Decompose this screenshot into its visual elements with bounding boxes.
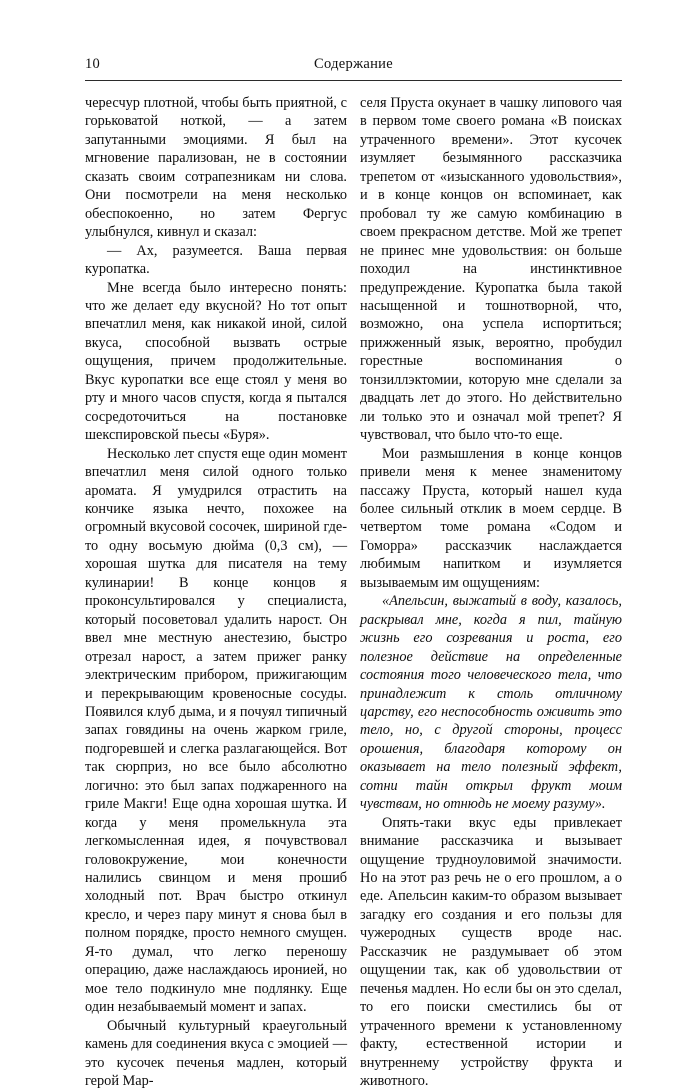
column-right [360,94,622,1090]
paragraph-body: Мне всегда было интересно понять: что же делает еду вкусной? Но тот опыт впечатлил меня, как никакой иной, силой вкуса, способной вызвать острые ощущения, причем продолжительные. Вкус куропатки все еще стоял у меня во рту и много часов спустя, когда я пытался сосредоточиться на постановке шекспировской пьесы «Буря». [85,279,347,444]
text-body [85,94,622,1090]
paragraph-body: Несколько лет спустя еще один момент впечатлил меня силой одного только аромата. Я умудрился отрастить на кончике языка нечто, похожее на огромный вкусовой сосочек, шириной где-то одну восьмую дюйма (0,3 см), — хорошая шутка для писателя на тему кулинарии! В конце концов я проконсультировался у специалиста, который посоветовал удалить нарост. Он ввел мне местную анестезию, быстро отрезал нарост, а затем прижег ранку электрическим прибором, прижигающим и перекрывающим кровеносные сосуды. Появился клуб дыма, и я почуял типичный запах говядины на очень жарком гриле, подгоревшей и слегка разлагающейся. Вот так сюрприз, но все было абсолютно логично: это был запах поджаренного на гриле Макги! Еще одна хорошая шутка. И когда у меня промелькнула эта легкомысленная идея, я почувствовал головокружение, мои конечности налились свинцом и меня прошиб холодный пот. Врач быстро откинул кресло, и через пару минут я снова был в полном порядке, просто немного смущен. Я-то думал, что легко переношу операцию, даже наслаждаюсь иронией, но мое тело подкинуло мне подлянку. Еще один незабываемый момент и запах. [85,445,347,1016]
paragraph-body-continued: селя Пруста окунает в чашку липового чая в первом томе своего романа «В поисках утраченного времени». Этот кусочек изумляет безымянного рассказчика трепетом от «изысканного удовольствия», и в конце концов он вспоминает, как пробовал ту же самую комбинацию в своем прекрасном детстве. Мой же трепет не принес мне удовольствия: он больше походил на инстинктивное предупреждение. Куропатка была такой насыщенной и тошнотворной, что, возможно, она успела испортиться; прижженный язык, вероятно, пробудил горестные воспоминания о тонзиллэктомии, которую мне сделали за двадцать лет до этого. Но действительно ли только это и означал мой трепет? Я чувствовал, что было что-то еще. [360,95,622,444]
paragraph-body-continued: чересчур плотной, чтобы быть приятной, с горьковатой ноткой, — а затем запутанными эмоциями. Я был на мгновение парализован, не в состоянии сказать своим сотрапезникам ни слова. Они посмотрели на меня несколько обеспокоенно, но затем Фергус улыбнулся, кивнул и сказал: [85,95,347,241]
running-title: Содержание [314,56,393,72]
paragraph-body: Опять-таки вкус еды привлекает внимание рассказчика и вызывает ощущение трудноуловимой значимости. Но на этот раз речь не о его прошлом, а о еде. Апельсин каким-то образом вызывает загадку его создания и его пользы для чужеродных существ вроде нас. Рассказчик не раздумывает об этом ощущении так, как об удовольствии от печенья мадлен. Но если бы он это сделал, то его поиски сместились бы от утраченного времени к установленному факту, естественной истории и внутреннему устройству фрукта и животного. [360,814,622,1090]
paragraph-blockquote-italic: «Апельсин, выжатый в воду, казалось, раскрывал мне, когда я пил, тайную жизнь его созревания и роста, его полезное действие на определенные состояния того человеческого тела, что принадлежит к столь отличному царству, его неспособность оживить это тело, но, с другой стороны, процесс орошения, благодаря которому он оказывает на тело полезный эффект, сотни тайн открыл фрукт моим чувствам, но отнюдь не моему разуму». [360,593,622,813]
running-head [85,55,622,75]
paragraph-dialogue: — Ах, разумеется. Ваша первая куропатка. [85,242,347,278]
column-left [85,94,347,1090]
paragraph-body: Обычный культурный краеугольный камень для соединения вкуса с эмоцией — это кусочек печенья мадлен, который герой Мар- [85,1017,347,1090]
paragraph-body: Мои размышления в конце концов привели меня к менее знаменитому пассажу Пруста, который нашел куда более сильный отклик в моем сердце. В четвертом томе романа «Содом и Гоморра» рассказчик наслаждается любимым напитком и изумляется вызываемым им ощущениям: [360,445,622,591]
page-number: 10 [85,56,100,72]
header-rule [85,80,622,81]
